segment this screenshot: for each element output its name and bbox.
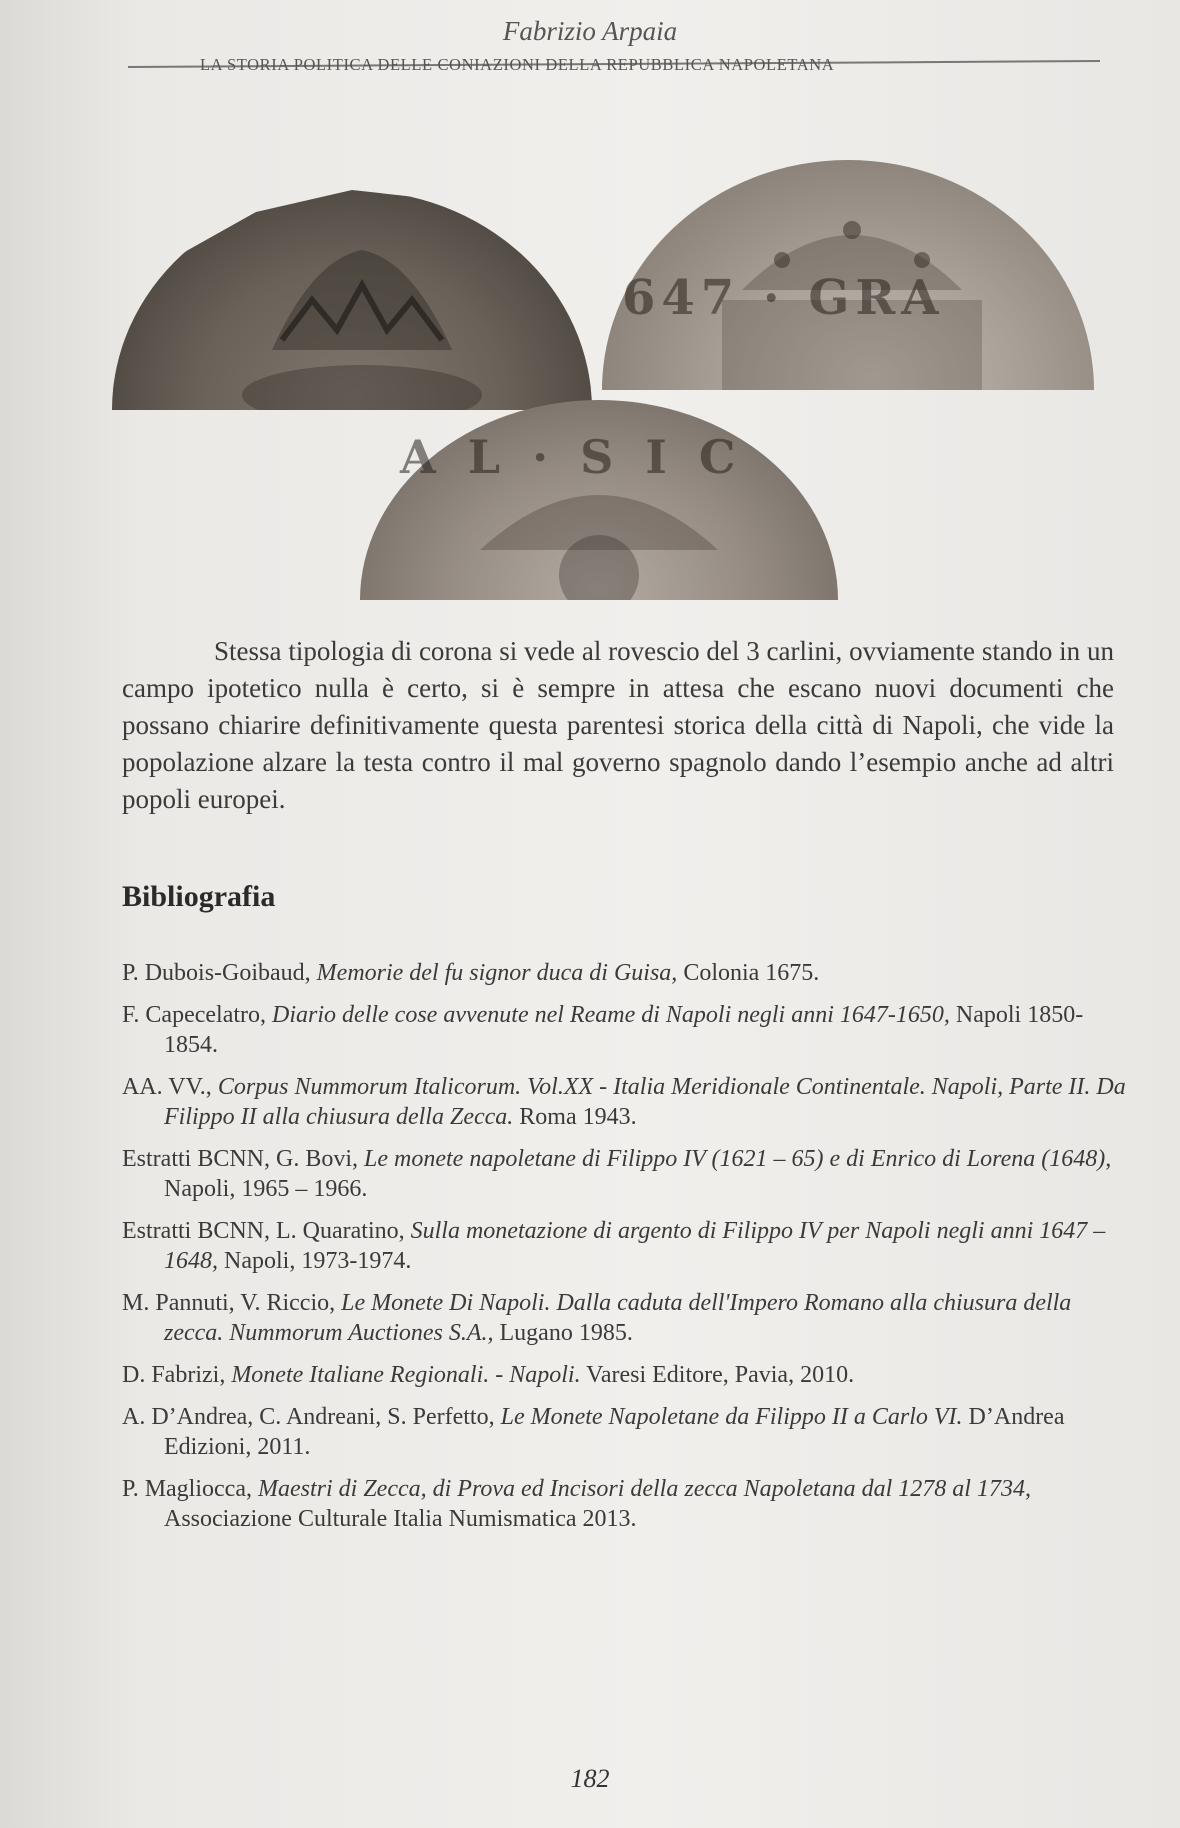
coin-legend: A L · S I C xyxy=(400,430,744,484)
coin-photo-crown-right xyxy=(602,160,1094,390)
entry-author: D. Fabrizi, xyxy=(122,1362,232,1388)
entry-author: F. Capecelatro, xyxy=(122,1002,273,1028)
entry-author: AA. VV., xyxy=(122,1074,218,1100)
entry-publication: Napoli 1850-1854. xyxy=(164,1002,1084,1058)
bibliography-entry xyxy=(122,1072,1132,1132)
bibliography-list xyxy=(122,958,1132,1546)
entry-title: Monete Italiane Regionali. - Napoli. xyxy=(231,1362,581,1388)
entry-author: Estratti BCNN, G. Bovi, xyxy=(122,1146,365,1172)
entry-author: Estratti BCNN, L. Quaratino, xyxy=(122,1218,411,1244)
entry-publication: Lugano 1985. xyxy=(493,1320,633,1346)
entry-author: P. Magliocca, xyxy=(122,1476,258,1502)
bibliography-entry xyxy=(122,1216,1132,1276)
coin-legend: 647 · GRA xyxy=(622,270,945,326)
body-paragraph: Stessa tipologia di corona si vede al rovescio del 3 carlini, ovviamente stando in un campo ipotetico nulla è certo, si è sempre in attesa che escano nuovi documenti che possano chiarire definitivamente questa parentesi storica della città di Napoli, che vide la popolazione alzare la testa contro il mal governo spagnolo dando l’esempio anche ad altri popoli europei. xyxy=(122,636,1114,814)
entry-publication: Napoli, 1973-1974. xyxy=(218,1248,412,1274)
bibliography-entry xyxy=(122,1360,1132,1390)
bibliography-entry xyxy=(122,1144,1132,1204)
entry-author: P. Dubois-Goibaud, xyxy=(122,960,317,986)
entry-title: Sulla monetazione di argento di Filippo IV per Napoli negli anni 1647 – 1648, xyxy=(164,1218,1106,1274)
entry-title: Corpus Nummorum Italicorum. Vol.XX - Italia Meridionale Continentale. Napoli, Parte II. Da Filippo II alla chiusura della Zecca. xyxy=(164,1074,1126,1130)
bibliography-entry xyxy=(122,958,1132,988)
entry-publication: Roma 1943. xyxy=(513,1104,637,1130)
entry-title: Diario delle cose avvenute nel Reame di Napoli negli anni 1647-1650, xyxy=(272,1002,950,1028)
entry-title: Le Monete Napoletane da Filippo II a Carlo VI. xyxy=(500,1404,963,1430)
entry-author: A. D’Andrea, C. Andreani, S. Perfetto, xyxy=(122,1404,501,1430)
entry-publication: Varesi Editore, Pavia, 2010. xyxy=(580,1362,855,1388)
crown-engraving xyxy=(112,190,592,410)
entry-title: Le Monete Di Napoli. Dalla caduta dell'Impero Romano alla chiusura della zecca. Nummorum Auctiones S.A., xyxy=(164,1290,1072,1346)
bibliography-heading: Bibliografia xyxy=(122,880,276,913)
bibliography-entry xyxy=(122,1474,1132,1534)
running-title: LA STORIA POLITICA DELLE CONIAZIONI DELLA REPUBBLICA NAPOLETANA xyxy=(200,55,835,74)
entry-publication: Associazione Culturale Italia Numismatica 2013. xyxy=(164,1506,637,1532)
header-author: Fabrizio Arpaia xyxy=(502,16,678,46)
coin-photo-crown-bottom xyxy=(360,400,838,600)
coin-photo-crown-left xyxy=(112,190,592,410)
bibliography-entry xyxy=(122,1402,1132,1462)
bibliography-entry xyxy=(122,1000,1132,1060)
entry-publication: Napoli, 1965 – 1966. xyxy=(164,1176,368,1202)
page-number: 182 xyxy=(570,1764,610,1793)
entry-publication: D’Andrea Edizioni, 2011. xyxy=(164,1404,1065,1460)
entry-publication: Colonia 1675. xyxy=(677,960,820,986)
bibliography-entry xyxy=(122,1288,1132,1348)
entry-author: M. Pannuti, V. Riccio, xyxy=(122,1290,342,1316)
entry-title: Memorie del fu signor duca di Guisa, xyxy=(316,960,678,986)
entry-title: Maestri di Zecca, di Prova ed Incisori della zecca Napoletana dal 1278 al 1734, xyxy=(257,1476,1031,1502)
entry-title: Le monete napoletane di Filippo IV (1621 – 65) e di Enrico di Lorena (1648), xyxy=(364,1146,1112,1172)
